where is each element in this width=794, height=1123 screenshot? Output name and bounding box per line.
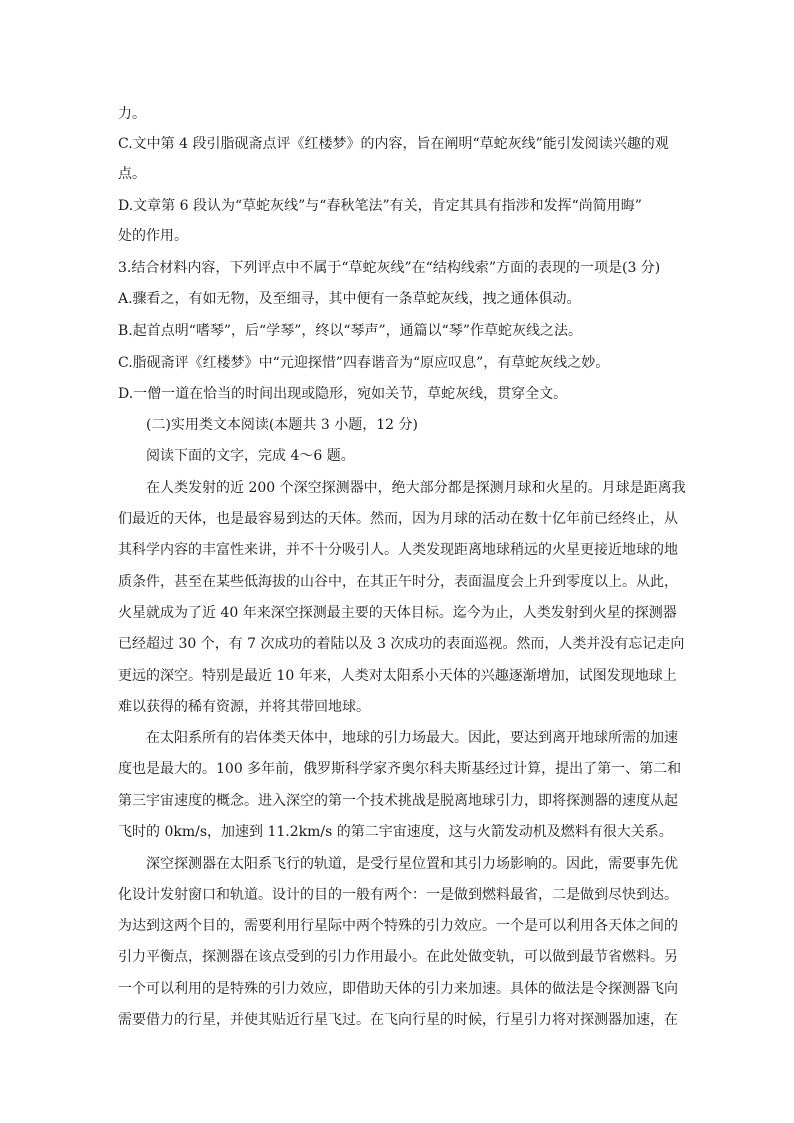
passage-p3-line-5: 一个可以利用的是特殊的引力效应，即借助天体的引力来加速。具体的做法是令探测器飞向 <box>118 981 678 997</box>
option-c2-continuation: 力。 <box>118 106 146 122</box>
option-c-line-1: C.文中第 4 段引脂砚斋点评《红楼梦》的内容，旨在阐明“草蛇灰线”能引发阅读兴趣的观 <box>118 136 669 152</box>
passage-p1-line-8: 难以获得的稀有资源，并将其带回地球。 <box>118 699 370 715</box>
passage-p3-line-6: 需要借力的行星，并使其贴近行星飞过。在飞向行星的时候，行星引力将对探测器加速，在 <box>118 1012 678 1028</box>
passage-p2-line-1: 在太阳系所有的岩体类天体中，地球的引力场最大。因此，要达到离开地球所需的加速 <box>146 730 678 746</box>
option-d-line-1: D.文章第 6 段认为“草蛇灰线”与“春秋笔法”有关，肯定其具有指涉和发挥“尚简用晦” <box>118 198 642 214</box>
section-2-instruction: 阅读下面的文字，完成 4～6 题。 <box>146 448 355 464</box>
question-3-option-c: C.脂砚斋评《红楼梦》中“元迎探惜”四春谐音为“原应叹息”，有草蛇灰线之妙。 <box>118 355 610 371</box>
passage-p3-line-2: 化设计发射窗口和轨道。设计的目的一般有两个：一是做到燃料最省，二是做到尽快到达。 <box>118 887 678 903</box>
passage-p1-line-1: 在人类发射的近 200 个深空探测器中，绝大部分都是探测月球和火星的。月球是距离我 <box>146 480 686 496</box>
passage-p2-line-3: 第三宇宙速度的概念。进入深空的第一个技术挑战是脱离地球引力，即将探测器的速度从起 <box>118 793 678 809</box>
option-c-line-2: 点。 <box>118 166 146 182</box>
passage-p3-line-1: 深空探测器在太阳系飞行的轨道，是受行星位置和其引力场影响的。因此，需要事先优 <box>146 856 678 872</box>
passage-p2-line-2: 度也是最大的。100 多年前，俄罗斯科学家齐奥尔科夫斯基经过计算，提出了第一、第二和 <box>118 761 682 777</box>
question-3-option-d: D.一僧一道在恰当的时间出现或隐形，宛如关节，草蛇灰线，贯穿全文。 <box>118 386 568 402</box>
passage-p1-line-2: 们最近的天体，也是最容易到达的天体。然而，因为月球的活动在数十亿年前已经终止，从 <box>118 511 678 527</box>
passage-p1-line-3: 其科学内容的丰富性来讲，并不十分吸引人。人类发现距离地球稍远的火星更接近地球的地 <box>118 542 678 558</box>
passage-p3-line-3: 为达到这两个目的，需要利用行星际中两个特殊的引力效应。一个是可以利用各天体之间的 <box>118 918 678 934</box>
passage-p1-line-6: 已经超过 30 个，有 7 次成功的着陆以及 3 次成功的表面巡视。然而，人类并没有忘记走向 <box>118 636 685 652</box>
question-3-stem: 3.结合材料内容，下列评点中不属于“草蛇灰线”在“结构线索”方面的表现的一项是(3 分) <box>118 260 661 276</box>
passage-p1-line-7: 更远的深空。特别是最近 10 年来，人类对太阳系小天体的兴趣逐渐增加，试图发现地球上 <box>118 668 677 684</box>
passage-p1-line-5: 火星就成为了近 40 年来深空探测最主要的天体目标。迄今为止，人类发射到火星的探测器 <box>118 605 677 621</box>
passage-p1-line-4: 质条件，甚至在某些低海拔的山谷中，在其正午时分，表面温度会上升到零度以上。从此， <box>118 574 678 590</box>
passage-p3-line-4: 引力平衡点，探测器在该点受到的引力作用最小。在此处做变轨，可以做到最节省燃料。另 <box>118 949 678 965</box>
passage-p2-line-4: 飞时的 0km/s，加速到 11.2km/s 的第二宇宙速度，这与火箭发动机及燃料有很大关系。 <box>118 824 673 840</box>
question-3-option-a: A.骤看之，有如无物，及至细寻，其中便有一条草蛇灰线，拽之通体俱动。 <box>118 291 581 307</box>
option-d-line-2: 处的作用。 <box>118 228 188 244</box>
question-3-option-b: B.起首点明“嗜琴”，后“学琴”，终以“琴声”，通篇以“琴”作草蛇灰线之法。 <box>118 323 582 339</box>
section-2-header: (二)实用类文本阅读(本题共 3 小题，12 分) <box>146 417 418 433</box>
